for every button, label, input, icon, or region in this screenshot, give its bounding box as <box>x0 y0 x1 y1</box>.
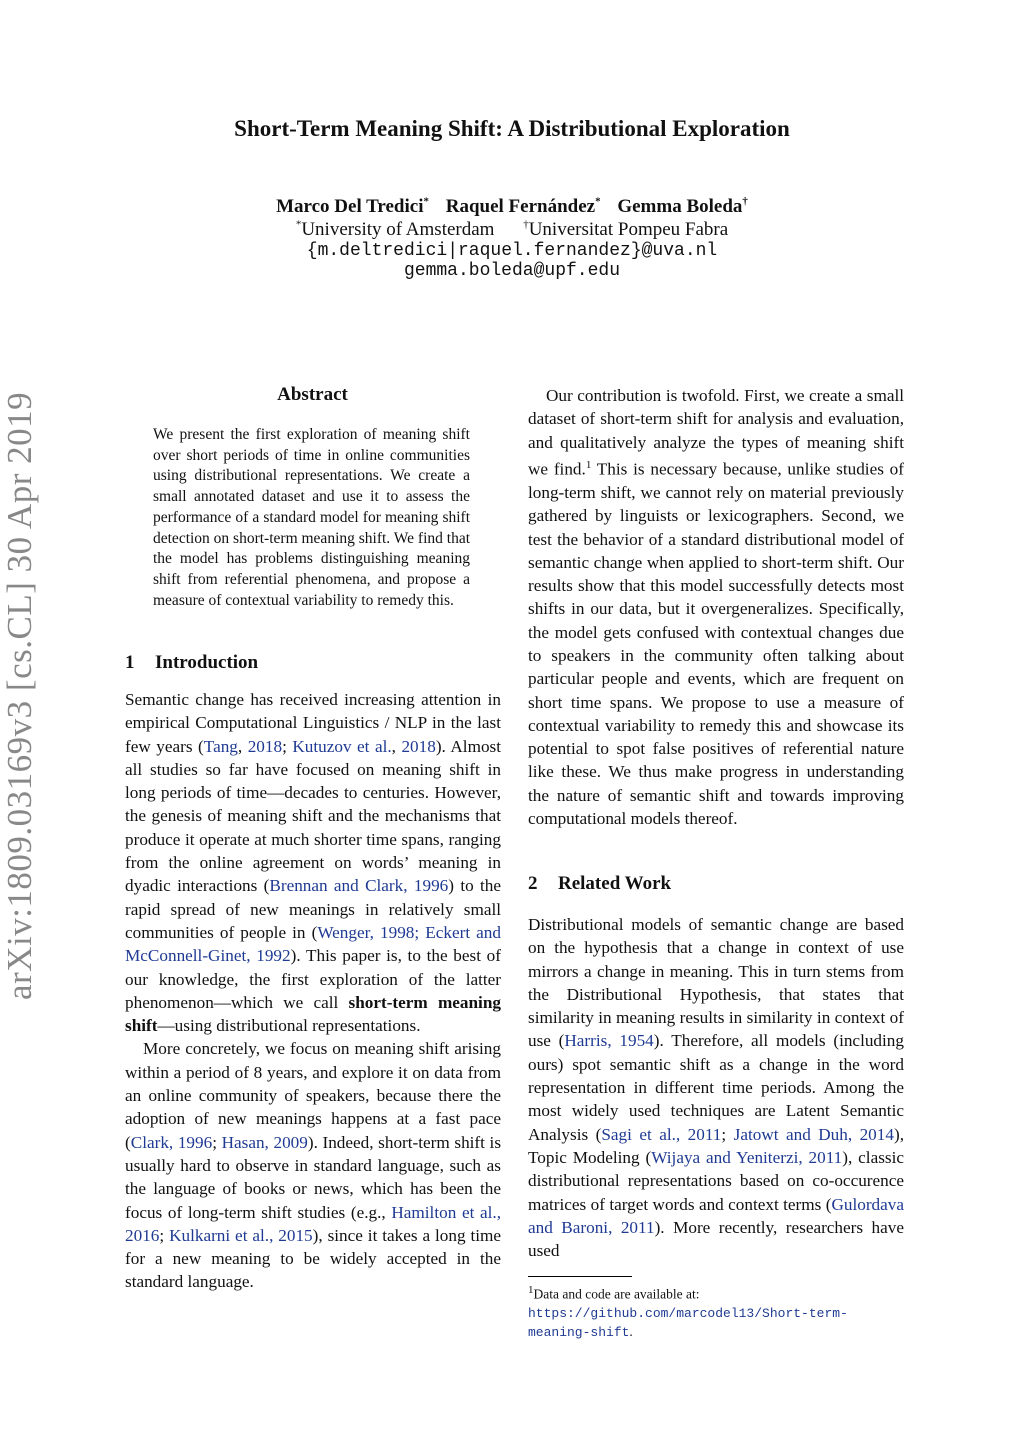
paper-title: Short-Term Meaning Shift: A Distributional Exploration <box>234 116 790 141</box>
footnote-divider <box>528 1276 632 1277</box>
citation-link[interactable]: Hamilton et al., 2016 <box>125 1202 502 1245</box>
introduction-body <box>125 688 501 1294</box>
citation-link[interactable]: Hasan, 2009 <box>221 1132 308 1152</box>
citation-link[interactable]: Sagi et al., 2011 <box>601 1124 722 1144</box>
citation-link[interactable]: Brennan and Clark, 1996 <box>269 876 449 896</box>
author-1: Marco Del Tredici* <box>276 196 429 218</box>
repository-link[interactable]: https://github.com/marcodel13/Short-term-meaning-shift <box>528 1305 848 1340</box>
author-block <box>0 196 1024 281</box>
citation-link[interactable]: 2018 <box>401 736 436 756</box>
intro-paragraph-2: More concretely, we focus on meaning shift arising within a period of 8 years, and explore it on data from an online community of speakers, because there the adoption of new meanings happens at a fast pace (Clark, 1996; Hasan, 2009). Indeed, short-term shift is usually hard to observe in standard language, such as the language of books or news, which has been the focus of long-term shift studies (e.g., Hamilton et al., 2016; Kulkarni et al., 2015), since it takes a long time for a new meaning to be widely accepted in the standard language. <box>125 1039 502 1292</box>
citation-link[interactable]: Wijaya and Yeniterzi, 2011 <box>651 1147 843 1167</box>
citation-link[interactable]: Gulordava and Baroni, 2011 <box>528 1194 904 1237</box>
email-line-1: {m.deltredici|raquel.fernandez}@uva.nl <box>306 240 718 261</box>
arxiv-identifier: arXiv:1809.03169v3 [cs.CL] 30 Apr 2019 <box>0 391 39 1000</box>
affiliation-1: *University of Amsterdam <box>295 218 495 240</box>
section-heading-related-work: 2 Related Work <box>528 873 672 894</box>
citation-link[interactable]: Harris, 1954 <box>564 1031 654 1051</box>
author-3: Gemma Boleda† <box>617 196 748 218</box>
intro-paragraph-1: Semantic change has received increasing attention in empirical Computational Linguistics / NLP in the last few years (Tang, 2018; Kutuzov et al., 2018). Almost all studies so far have focused on meaning shift in long periods of time—decades to centuries. However, the genesis of meaning shift and the mechanisms that produce it operate at much shorter time spans, ranging from the online agreement on words’ meaning in dyadic interactions (Brennan and Clark, 1996) to the rapid spread of new meanings in relatively small communities of people in (Wenger, 1998; Eckert and McConnell-Ginet, 1992). This paper is, to the best of our knowledge, the first exploration of the latter phenomenon—which we call short-term meaning shift—using distributional representations. <box>125 690 502 1036</box>
abstract-heading: Abstract <box>277 384 348 405</box>
contribution-paragraph: Our contribution is twofold. First, we create a small dataset of short-term shift for analysis and evaluation, and qualitatively analyze the types of meaning shift we find.$^1$ This is necessary because, unlike studies of long-term shift, we cannot rely on material previously gathered by linguists or lexicographers. Second, we test the behavior of a standard distributional model of semantic change when applied to short-term shift. Our results show that this model successfully detects most shifts in our data, but it overgeneralizes. Specifically, the model gets confused with contextual changes due to speakers in the community often talking about particular people and events, which are frequent on short time spans. We propose to use a measure of contextual variability to remedy this and showcase its potential to spot false positives of referential nature like these. We thus make progress in understanding the nature of semantic shift and towards improving computational models thereof. <box>528 386 904 829</box>
citation-link[interactable]: Kulkarni et al., 2015 <box>169 1225 313 1245</box>
author-2: Raquel Fernández* <box>445 196 601 218</box>
citation-link[interactable]: 2018 <box>247 736 283 756</box>
abstract-text: We present the first exploration of meaning shift over short periods of time in online communities using distributional representations. We create a small annotated dataset and use it to assess the performance of a standard model for meaning shift detection on short-term meaning shift. We find that the model has problems distinguishing meaning shift from referential phenomena, and propose a measure of contextual variability to remedy this. <box>153 426 471 609</box>
citation-link[interactable]: Clark, 1996 <box>130 1132 213 1152</box>
footnote-marker[interactable]: 1 <box>585 458 592 471</box>
footnote: $^1$Data and code are available at: https://github.com/marcodel13/Short-term-meaning-shift. <box>528 1284 848 1340</box>
citation-link[interactable]: Jatowt and Duh, 2014 <box>733 1124 894 1144</box>
email-line-2: gemma.boleda@upf.edu <box>403 260 621 281</box>
affiliations <box>0 218 1024 240</box>
citation-link[interactable]: Tang <box>203 736 238 756</box>
citation-link[interactable]: Kutuzov et al. <box>292 736 392 756</box>
affiliation-2: †Universitat Pompeu Fabra <box>523 218 729 240</box>
author-names <box>0 196 1024 218</box>
citation-link[interactable]: Wenger, 1998; Eckert and McConnell-Ginet, 1992 <box>125 922 501 966</box>
section-heading-introduction: 1 Introduction <box>125 652 259 673</box>
related-work-body: Distributional models of semantic change are based on the hypothesis that a change in context of use mirrors a change in meaning. This in turn stems from the Distributional Hypothesis, that states that similarity in meaning results in similarity in context of use (Harris, 1954). Therefore, all models (including ours) spot semantic shift as a change in the word representation in different time periods. Among the most widely used techniques are Latent Semantic Analysis (Sagi et al., 2011; Jatowt and Duh, 2014), Topic Modeling (Wijaya and Yeniterzi, 2011), classic distributional representations based on co-occurence matrices of target words and context terms (Gulordava and Baroni, 2011). More recently, researchers have used <box>528 915 904 1261</box>
